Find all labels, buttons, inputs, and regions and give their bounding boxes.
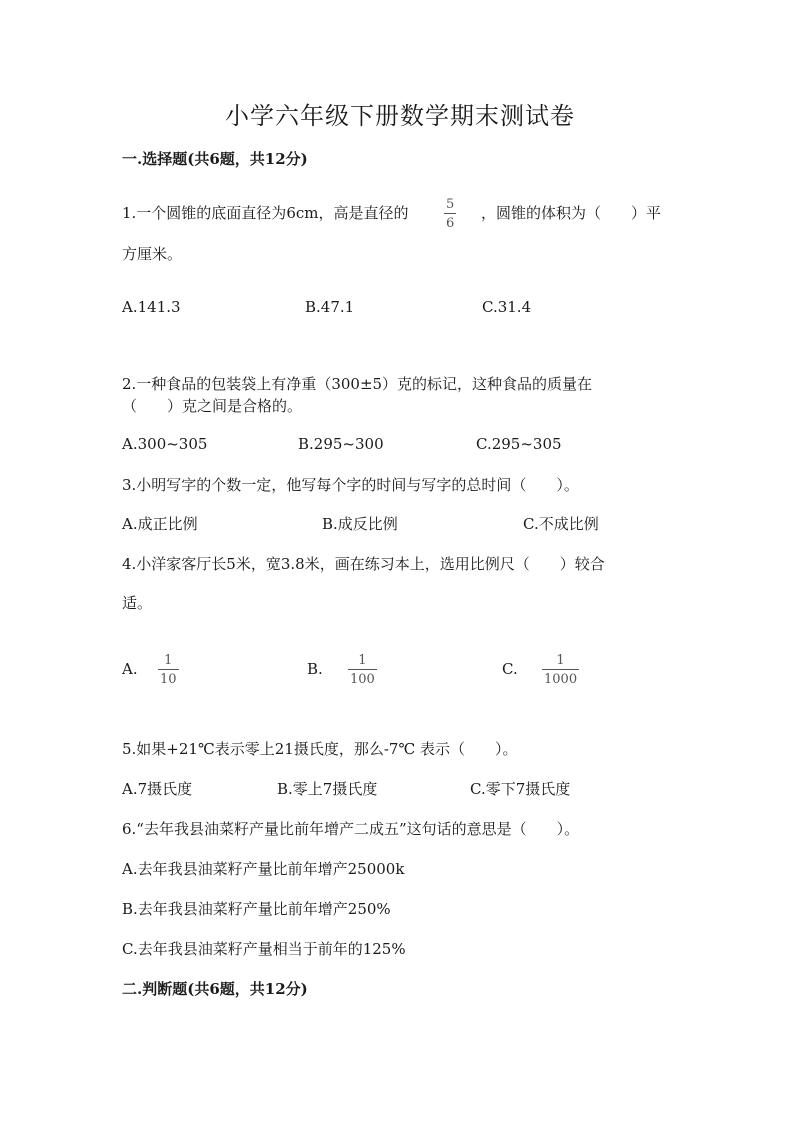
question-2-option-b: B.295~300: [298, 435, 384, 453]
section-heading-true-false: 二.判断题(共6题，共12分): [122, 980, 308, 998]
question-6-text: 6.“去年我县油菜籽产量比前年增产二成五”这句话的意思是（ ）。: [122, 820, 580, 838]
question-4-option-b-label: B.: [307, 660, 323, 678]
question-5-option-b: B.零上7摄氏度: [277, 780, 378, 798]
question-4-option-a-label: A.: [122, 660, 138, 678]
question-3-option-a: A.成正比例: [122, 515, 198, 533]
fraction-denominator: 1000: [544, 672, 578, 687]
question-2-option-a: A.300~305: [122, 435, 208, 453]
question-6-option-a: A.去年我县油菜籽产量比前年增产25000k: [122, 860, 405, 878]
question-4-option-c-label: C.: [502, 660, 518, 678]
question-2-text-line2: （ ）克之间是合格的。: [122, 397, 303, 415]
section-heading-choice: 一.选择题(共6题，共12分): [122, 150, 308, 168]
question-6-option-c: C.去年我县油菜籽产量相当于前年的125%: [122, 940, 406, 958]
question-4-option-a-fraction: [158, 654, 179, 686]
question-1-option-a: A.141.3: [122, 298, 181, 316]
question-3-text: 3.小明写字的个数一定，他写每个字的时间与写字的总时间（ ）。: [122, 476, 579, 494]
question-2-text-line1: 2.一种食品的包装袋上有净重（300±5）克的标记，这种食品的质量在: [122, 375, 593, 393]
question-3-option-c: C.不成比例: [523, 515, 599, 533]
question-1-option-b: B.47.1: [305, 298, 355, 316]
question-3-option-b: B.成反比例: [322, 515, 398, 533]
question-4-option-b-fraction: [348, 654, 377, 686]
question-1-text-part3: 方厘米。: [122, 245, 183, 263]
question-1-fraction: [444, 198, 456, 230]
page-title: 小学六年级下册数学期末测试卷: [225, 102, 575, 130]
fraction-denominator: 10: [160, 672, 177, 687]
question-4-text-line1: 4.小洋家客厅长5米，宽3.8米，画在练习本上，选用比例尺（ ）较合: [122, 555, 605, 573]
question-4-option-c-fraction: [542, 654, 579, 686]
fraction-numerator: 1: [358, 653, 367, 668]
fraction-numerator: 1: [164, 653, 173, 668]
question-5-text: 5.如果+21℃表示零上21摄氏度，那么-7℃ 表示（ ）。: [122, 740, 518, 758]
question-5-option-a: A.7摄氏度: [122, 780, 193, 798]
question-1-option-c: C.31.4: [482, 298, 532, 316]
fraction-denominator: 100: [350, 672, 375, 687]
fraction-denominator: 6: [446, 216, 455, 231]
fraction-numerator: 5: [446, 197, 455, 212]
fraction-numerator: 1: [556, 653, 565, 668]
question-2-option-c: C.295~305: [476, 435, 562, 453]
question-1-text-part1: 1.一个圆锥的底面直径为6cm，高是直径的: [122, 204, 409, 222]
question-1-text-part2: ，圆锥的体积为（ ）平: [481, 204, 662, 222]
question-6-option-b: B.去年我县油菜籽产量比前年增产250%: [122, 900, 391, 918]
question-5-option-c: C.零下7摄氏度: [470, 780, 571, 798]
question-4-text-line2: 适。: [122, 594, 153, 612]
